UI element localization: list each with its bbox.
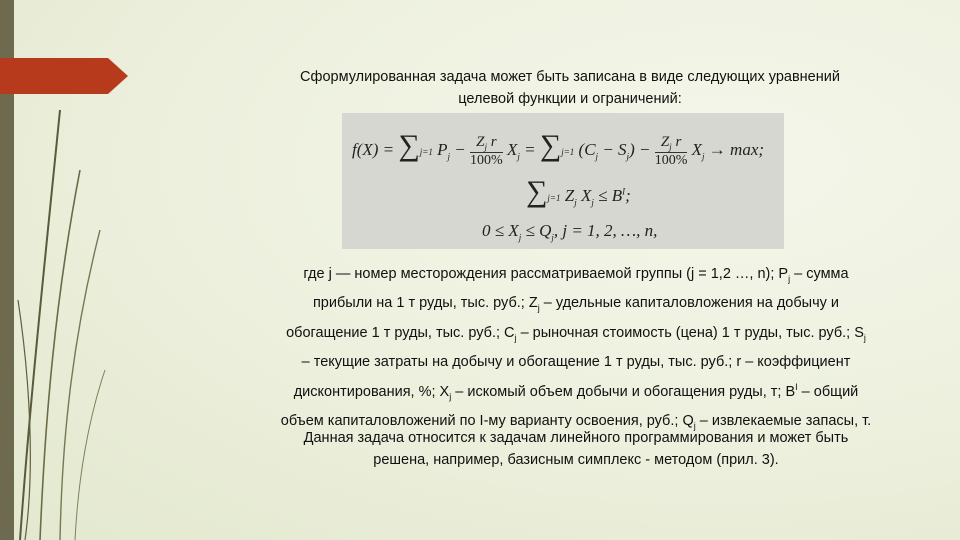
red-arrow-marker — [0, 58, 128, 94]
definitions-line-6: объем капиталовложений по I-му варианту освоения, руб.; $Q_j$ – извлекаемые запасы, т. — [280, 413, 872, 432]
definitions-line-4: – текущие затраты на добычу и обогащение 1 т руды, тыс. руб.; r – коэффициент — [301, 354, 851, 371]
objective-function: f(X) = ∑j=1 $P_j$ − $\frac{Z_j r}{100\%}$ $X_j = \sum j=1$ $(C_j - S_j)$ − $\frac{Z_j r}{100\%}$ $X_j \to \max$; — [352, 129, 765, 168]
definitions-line-1: где j — номер месторождения рассматриваемой группы (j = 1,2 …, n); $P_j$ – сумма — [303, 266, 849, 284]
definitions-line-3: обогащение 1 т руды, тыс. руб.; $C_j$ – рыночная стоимость (цена) 1 т руды, тыс. руб.; $S_j$ — [286, 324, 866, 343]
constraint-bounds: $0 \le X_j \le Q_j$, j = 1, 2, …, n, — [482, 221, 658, 243]
definitions-text — [236, 262, 916, 439]
definitions-line-2: прибыли на 1 т руды, тыс. руб.; $Z_j$ – удельные капиталовложения на добычу и — [312, 295, 840, 314]
closing-line-2: решена, например, базисным симплекс - методом (прил. 3). — [373, 452, 779, 468]
constraint-capital: ∑j=1 $Z_j$ $X_j \le B^I$; — [526, 175, 631, 208]
closing-text — [236, 427, 916, 471]
slide-heading — [250, 66, 890, 110]
formula-image — [342, 113, 784, 249]
definitions-line-5: дисконтирования, %; $X_j$ – искомый объем добычи и обогащения руды, т; $B^I$ – общий — [293, 382, 859, 402]
heading-line-1: Сформулированная задача может быть записана в виде следующих уравнений — [300, 69, 840, 85]
heading-line-2: целевой функции и ограничений: — [458, 91, 682, 107]
closing-line-1: Данная задача относится к задачам линейного программирования и может быть — [303, 430, 849, 446]
